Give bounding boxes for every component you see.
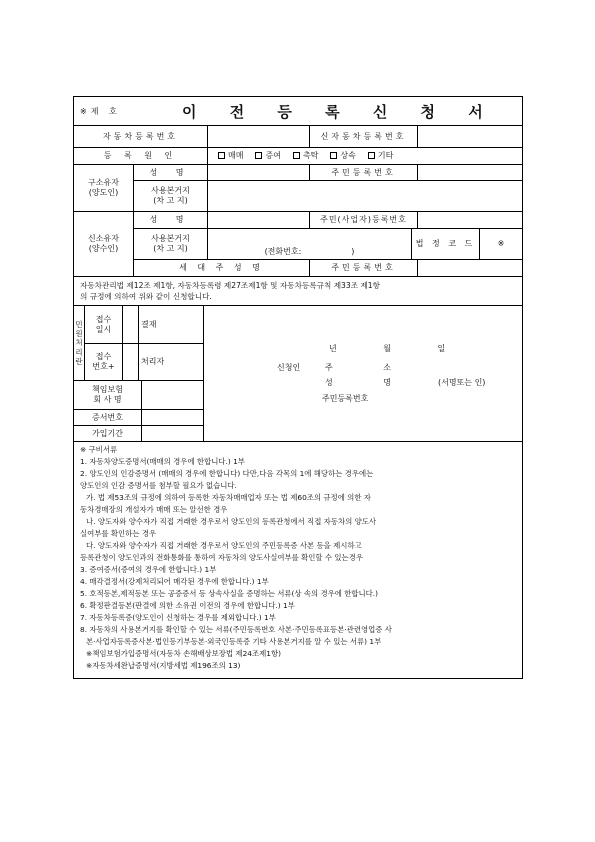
legal-code-field[interactable]: ※ [497,239,505,248]
doc-item: 본·사업자등록증사본·법인등기부등본·외국인등록증 기타 사용본거지를 알 수 있는 서류) 1부 [86,636,382,646]
checkbox-icon[interactable] [255,152,262,159]
receipt-no-field[interactable] [123,344,139,380]
seller-section [74,165,522,212]
doc-item: 다. 양도자와 양수자가 직접 거래한 경우로서 양도인의 주민등록증 사본 등을 제시하고 [86,540,362,550]
buyer-address-label: 사용본거지 (차 고 지) [134,229,208,259]
reg-cause-label: 등 록 원 인 [74,148,208,164]
car-reg-no-field[interactable] [208,126,310,147]
cause-option-commission[interactable]: 촉탁 [293,151,318,161]
doc-item: 3. 증여증서(증여의 경우에 한합니다.) 1부 [80,564,217,574]
seller-label: 구소유자 (양도인) [74,165,134,211]
buyer-name-field[interactable] [208,212,310,228]
cause-option-sale[interactable]: 매매 [218,151,243,161]
form-number-mark: ※제 호 [80,106,121,116]
buyer-resident-no-field[interactable] [418,212,522,228]
doc-item: 7. 자동차등록증(양도인이 신청하는 경우를 제외합니다.) 1부 [80,612,276,622]
processing-section [74,306,522,442]
receipt-datetime-label: 접수 일시 [85,306,123,343]
cause-option-inheritance[interactable]: 상속 [330,151,355,161]
doc-item: 실여부를 확인하는 경우 [80,528,157,538]
applicant-address-label: 주 소 [325,363,415,372]
approval-label: 결재 [141,319,157,329]
buyer-section [74,212,522,277]
applicant-label: 신청인 [277,363,301,372]
buyer-name-label: 성 명 [134,212,208,228]
doc-item: 나. 양도자와 양수자가 직접 거래한 경우로서 양도인의 등록관청에서 직접 자동차의 양도사 [86,516,377,526]
seller-address-label: 사용본거지 (차 고 지) [134,181,208,211]
applicant-block [204,306,522,441]
applicant-resident-no-label: 주민등록번호 [322,394,369,403]
insurer-field[interactable] [142,381,203,409]
seller-name-field[interactable] [208,165,310,180]
phone-label: (전화번호: [264,247,302,256]
required-documents [74,442,522,678]
insurance-period-field[interactable] [142,426,203,441]
application-date: 년 월 일 [329,344,468,353]
doc-item: ※자동차세완납증명서(지방세법 제196조의 13) [86,660,241,670]
form-title: 이 전 등 록 신 청 서 [182,102,497,121]
signature-label: (서명또는 인) [438,378,486,387]
householder-name-label: 세 대 주 성 명 [134,260,310,276]
checkbox-icon[interactable] [293,152,300,159]
buyer-resident-no-label: 주민(사업자)등록번호 [310,212,418,228]
seller-name-label: 성 명 [134,165,208,180]
handler-label: 처리자 [141,357,165,366]
doc-item: 등록관청이 양도인과의 전화통화를 통하여 자동차의 양도사실여부를 확인할 수 있는경우 [80,552,363,562]
buyer-label: 신소유자 (양수인) [74,212,134,276]
seller-address-field[interactable] [208,181,522,211]
insurer-label: 책임보험 회 사 명 [74,381,142,409]
new-car-reg-no-field[interactable] [418,126,522,147]
doc-item: 가. 법 제53조의 규정에 의하여 등록한 자동차매매업자 또는 법 제60조의 규정에 의한 자 [86,492,371,502]
doc-item: 5. 호적등본,제적등본 또는 공증증서 등 상속사실을 증명하는 서류(상 속의 경우에 한합니다.) [80,588,379,598]
cause-option-gift[interactable]: 증여 [255,151,280,161]
doc-item: 8. 자동차의 사용본거지를 확인할 수 있는 서류(주민등록번호 사본·주민등록표등본·관련영업증 사 [80,624,392,634]
insurance-period-label: 가입기간 [74,426,142,441]
buyer-address-field[interactable]: (전화번호: ) [208,229,412,259]
new-car-reg-no-label: 신자동차등록번호 [310,126,418,147]
car-reg-no-label: 자동차등록번호 [74,126,208,147]
reg-cause-row [74,148,522,165]
doc-item: ※책임보험가입증명서(자동차 손해배상보장법 제24조제1항) [86,648,281,658]
applicant-name-label: 성 명 [325,378,415,387]
checkbox-icon[interactable] [330,152,337,159]
receipt-no-label: 접수 번호+ [85,344,123,380]
doc-item: 4. 매각결정서(강제처리되어 매각된 경우에 한합니다.) 1부 [80,576,269,586]
required-documents-title: ※ 구비서류 [80,445,118,454]
car-reg-row [74,126,522,148]
cause-option-other[interactable]: 기타 [368,151,393,161]
checkbox-icon[interactable] [218,152,225,159]
cert-no-label: 증서번호 [74,410,142,425]
doc-item: 2. 양도인의 인감증명서 (매매의 경우에 한합니다) 다만,다음 각목의 1에 해당하는 경우에는 [80,468,374,478]
doc-item: 6. 확정판결등본(판결에 의한 소유권 이전의 경우에 한합니다.) 1부 [80,600,295,610]
transfer-registration-form [73,96,523,679]
doc-item: 1. 자동차양도증명서(매매의 경우에 한합니다.) 1부 [80,456,245,466]
checkbox-icon[interactable] [368,152,375,159]
reg-cause-options [208,148,522,164]
doc-item: 동차경매장의 개설자가 매매 또는 알선한 경우 [80,504,228,514]
receipt-datetime-field[interactable] [123,306,139,343]
householder-resident-no-field[interactable] [418,260,522,276]
legal-code-label: 법 정 코 드 [412,229,480,259]
householder-resident-no-label: 주민등록번호 [310,260,418,276]
cert-no-field[interactable] [142,410,203,425]
form-title-row [74,97,522,126]
seller-resident-no-field[interactable] [418,165,522,180]
office-side-label: 민 원 처 리 란 [74,306,85,380]
doc-item: 양도인의 인감 증명서를 첨부할 필요가 없습니다. [80,480,237,490]
seller-resident-no-label: 주민등록번호 [310,165,418,180]
legal-basis-text: 자동차관리법 제12조 제1항, 자동차등록령 제27조제1항 및 자동차등록규칙 제33조 제1항 의 규정에 의하여 위와 같이 신청합니다. [74,277,522,306]
